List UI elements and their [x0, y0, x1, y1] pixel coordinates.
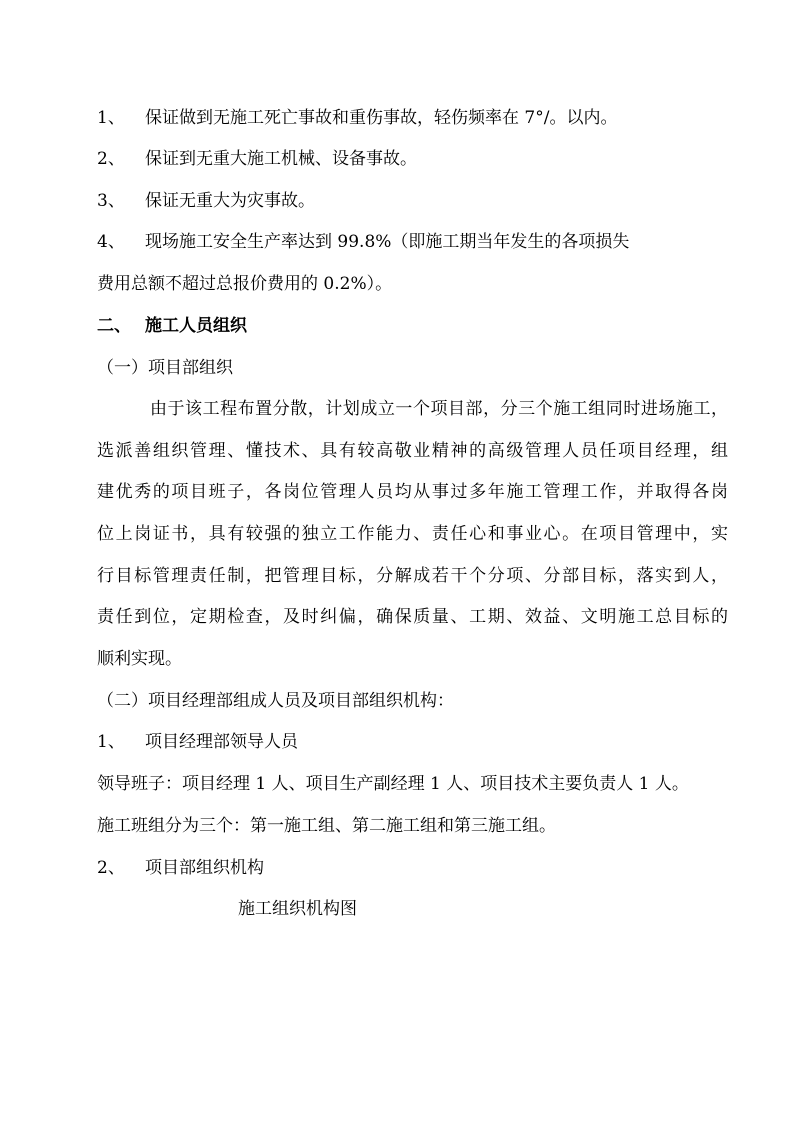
goal-1: [97, 106, 617, 130]
goal-2: [97, 147, 417, 171]
goal-number: 2、: [97, 149, 125, 169]
item-text: 项目部组织机构: [145, 858, 264, 878]
goal-4-continuation: 费用总额不超过总报价费用的 0.2%）。: [97, 274, 393, 294]
paragraph-line: 行目标管理责任制，把管理目标，分解成若干个分项、分部目标，落实到人，: [97, 566, 728, 586]
goal-4: [97, 230, 629, 254]
goal-text: 保证做到无施工死亡事故和重伤事故，轻伤频率在 7°/。以内。: [145, 108, 618, 128]
item-1: [97, 730, 298, 754]
goal-number: 3、: [97, 191, 125, 211]
leaders-line: 领导班子：项目经理 1 人、项目生产副经理 1 人、项目技术主要负责人 1 人。: [97, 774, 689, 794]
goal-text: 现场施工安全生产率达到 99.8%（即施工期当年发生的各项损失: [145, 232, 630, 252]
paragraph-line: 位上岗证书，具有较强的独立工作能力、责任心和事业心。在项目管理中，实: [97, 524, 728, 544]
subsection-title-1: （一）项目部组织: [97, 358, 233, 378]
paragraph-line: 责任到位，定期检查，及时纠偏，确保质量、工期、效益、文明施工总目标的: [97, 607, 728, 627]
item-number: 2、: [97, 858, 125, 878]
chart-caption: 施工组织机构图: [238, 899, 357, 919]
section-title: 施工人员组织: [145, 316, 247, 336]
paragraph-line: 选派善组织管理、懂技术、具有较高敬业精神的高级管理人员任项目经理，组: [97, 441, 728, 461]
goal-number: 1、: [97, 108, 125, 128]
paragraph-line: 由于该工程布置分散，计划成立一个项目部，分三个施工组同时进场施工，: [150, 399, 728, 419]
item-2: [97, 856, 264, 880]
goal-number: 4、: [97, 232, 125, 252]
goal-text: 保证无重大为灾事故。: [145, 191, 315, 211]
goal-text: 保证到无重大施工机械、设备事故。: [145, 149, 417, 169]
section-heading: [97, 314, 247, 338]
teams-line: 施工班组分为三个：第一施工组、第二施工组和第三施工组。: [97, 816, 556, 836]
paragraph-line-last: 顺利实现。: [97, 649, 182, 669]
item-number: 1、: [97, 732, 125, 752]
section-number: 二、: [97, 316, 131, 336]
subsection-title-2: （二）项目经理部组成人员及项目部组织机构：: [97, 691, 454, 711]
item-text: 项目经理部领导人员: [145, 732, 298, 752]
goal-3: [97, 189, 315, 213]
paragraph-line: 建优秀的项目班子，各岗位管理人员均从事过多年施工管理工作，并取得各岗: [97, 482, 728, 502]
